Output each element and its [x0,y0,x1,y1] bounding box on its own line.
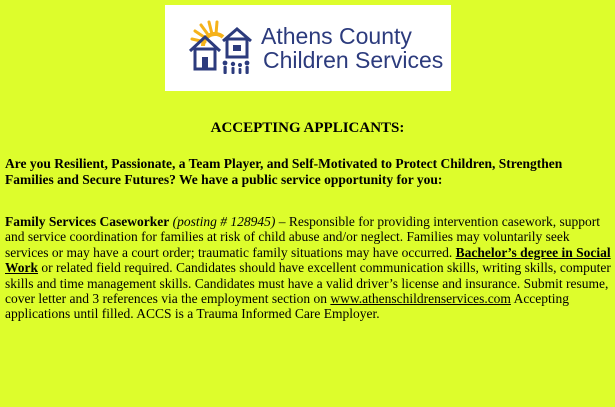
description-part-2: or related field required. Candidates should have excellent communication skills, writing skills, computer skills and time management skills. Candidates must have a valid driver’s license and insurance. Submit resume, cover letter and 3 references via the employment section on [5,260,611,307]
logo-line-2: Children Services [263,47,444,73]
description-part-1: – Responsible for providing intervention casework, support and service coordination for families at risk of child abuse and/or neglect. Families may voluntarily seek services or may have a court order; traumatic family situations may have occurred. [5,214,601,260]
description-part-3: Accepting applications until filled. ACCS is a Trauma Informed Care Employer. [5,291,570,322]
organization-name [261,24,443,72]
houses-family-sun-icon [187,19,259,81]
job-description [5,214,612,322]
posting-number: (posting # 128945) [172,214,276,229]
logo-line-1: Athens County [261,23,412,49]
intro-paragraph: Are you Resilient, Passionate, a Team Player, and Self-Motivated to Protect Children, Strengthen Families and Secure Futures? We have a public service opportunity for you: [5,156,563,187]
logo [165,5,451,91]
degree-requirement: Bachelor’s degree in Social Work [5,244,611,276]
page-heading: ACCEPTING APPLICANTS: [210,120,405,136]
website-link[interactable]: www.athenschildrenservices.com [330,291,511,307]
job-title: Family Services Caseworker [5,214,170,229]
